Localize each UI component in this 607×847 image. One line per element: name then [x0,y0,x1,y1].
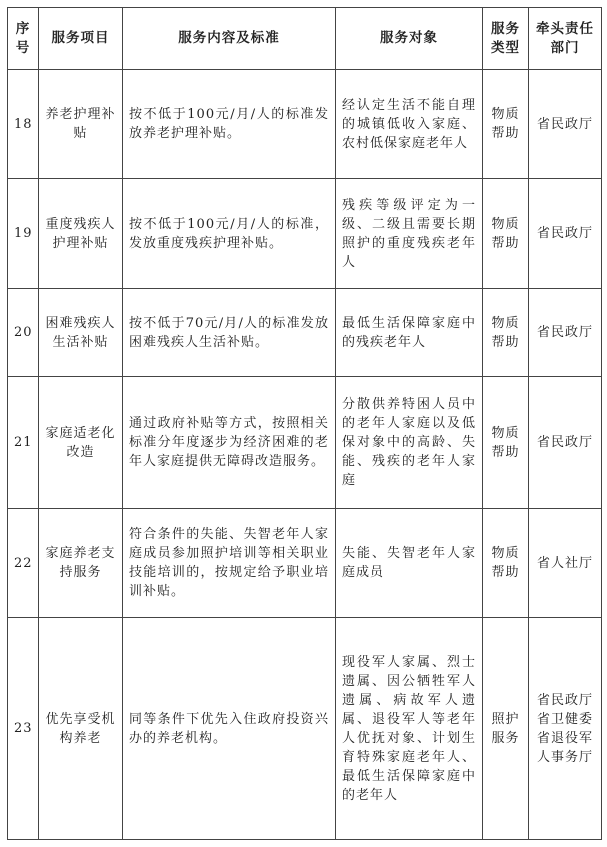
row-content: 通过政府补贴等方式，按照相关标准分年度逐步为经济困难的老年人家庭提供无障碍改造服务。 [123,377,336,509]
header-no: 序号 [8,8,39,70]
header-content: 服务内容及标准 [123,8,336,70]
row-type: 物质帮助 [483,377,529,509]
row-item: 家庭适老化改造 [39,377,123,509]
header-dept: 牵头责任部门 [529,8,602,70]
row-type: 照护服务 [483,618,529,840]
dept-line: 省民政厅 [536,692,593,708]
table-row [8,618,602,840]
row-dept: 省人社厅 [529,509,602,618]
row-item: 家庭养老支持服务 [39,509,123,618]
row-no: 22 [8,509,39,618]
row-dept: 省民政厅 [529,179,602,289]
row-target: 现役军人家属、烈士遗属、因公牺牲军人遗属、病故军人遗属、退役军人等老年人优抚对象、计划生育特殊家庭老年人、最低生活保障家庭中的老年人 [336,618,483,840]
header-type: 服务类型 [483,8,529,70]
row-dept: 省民政厅 [529,70,602,179]
row-target: 失能、失智老年人家庭成员 [336,509,483,618]
row-type: 物质帮助 [483,289,529,377]
row-item: 养老护理补贴 [39,70,123,179]
table-row [8,377,602,509]
table-row [8,70,602,179]
header-item: 服务项目 [39,8,123,70]
row-dept [529,618,602,840]
header-target: 服务对象 [336,8,483,70]
dept-line: 省卫健委 [536,711,593,727]
row-target: 最低生活保障家庭中的残疾老年人 [336,289,483,377]
row-type: 物质帮助 [483,179,529,289]
row-target: 经认定生活不能自理的城镇低收入家庭、农村低保家庭老年人 [336,70,483,179]
table-row [8,289,602,377]
row-no: 18 [8,70,39,179]
row-target: 残疾等级评定为一级、二级且需要长期照护的重度残疾老年人 [336,179,483,289]
row-content: 按不低于100元/月/人的标准发放养老护理补贴。 [123,70,336,179]
row-content: 按不低于100元/月/人的标准，发放重度残疾护理补贴。 [123,179,336,289]
row-no: 19 [8,179,39,289]
row-content: 按不低于70元/月/人的标准发放困难残疾人生活补贴。 [123,289,336,377]
service-table [7,7,602,840]
row-item: 困难残疾人生活补贴 [39,289,123,377]
dept-line: 省退役军人事务厅 [536,730,593,765]
table-row [8,509,602,618]
row-target: 分散供养特困人员中的老年人家庭以及低保对象中的高龄、失能、残疾的老年人家庭 [336,377,483,509]
table-row [8,179,602,289]
row-no: 20 [8,289,39,377]
row-type: 物质帮助 [483,70,529,179]
table-header-row [8,8,602,70]
row-content: 符合条件的失能、失智老年人家庭成员参加照护培训等相关职业技能培训的，按规定给予职业培训补贴。 [123,509,336,618]
row-content: 同等条件下优先入住政府投资兴办的养老机构。 [123,618,336,840]
row-item: 优先享受机构养老 [39,618,123,840]
row-no: 21 [8,377,39,509]
row-dept: 省民政厅 [529,377,602,509]
row-no: 23 [8,618,39,840]
row-item: 重度残疾人护理补贴 [39,179,123,289]
row-type: 物质帮助 [483,509,529,618]
row-dept: 省民政厅 [529,289,602,377]
